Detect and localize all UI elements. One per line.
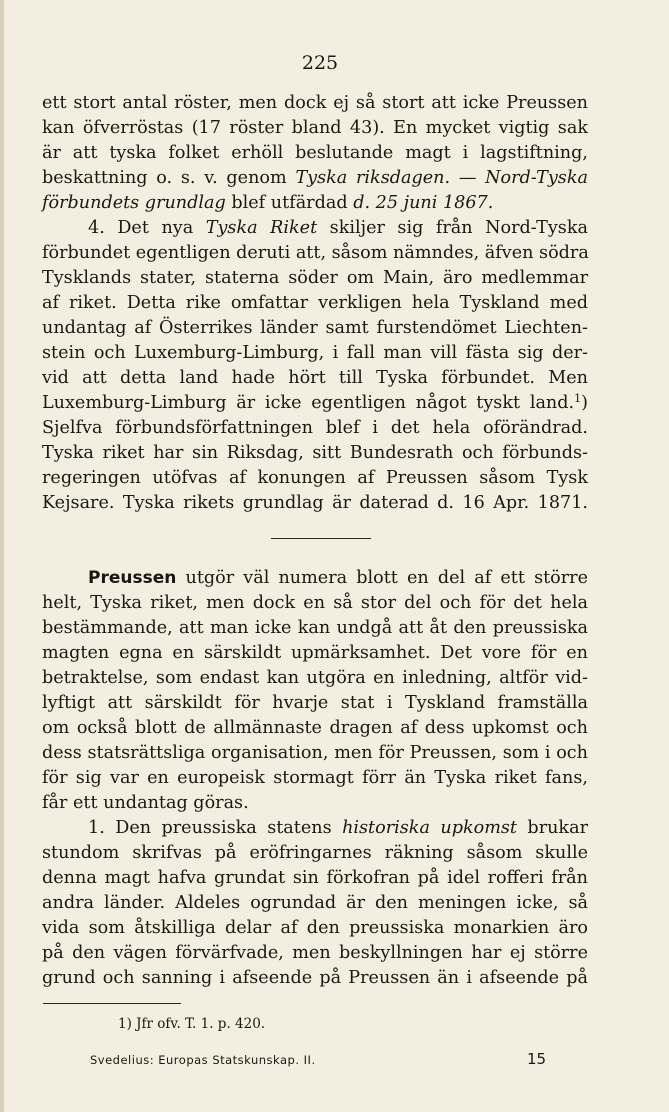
text-line	[88, 216, 588, 241]
text-line: vid att detta land hade hört till Tyska förbundet. Men	[42, 368, 588, 388]
text-run: 4. Det nya	[88, 218, 206, 238]
emphasis: Tyska riksdagen. — Nord-Tyska	[295, 168, 588, 188]
text-line: grund och sanning i afseende på Preussen än i afseende på	[42, 968, 588, 988]
text-line	[88, 566, 588, 591]
text-line: får ett undantag göras.	[42, 793, 249, 813]
footnote-rule	[43, 1003, 181, 1004]
signature-number: 15	[527, 1050, 547, 1068]
footnote-marker: 1	[574, 392, 582, 405]
text-line: om också blott de allmännaste dragen af dess upkomst och	[42, 718, 588, 738]
text-run: )	[581, 393, 588, 413]
text-line	[42, 166, 588, 191]
page-edge	[0, 0, 4, 1112]
text-line: undantag af Österrikes länder samt furstendömet Liechten-	[42, 318, 588, 338]
text-line: stein och Luxemburg-Limburg, i fall man vill fästa sig der-	[42, 343, 588, 363]
text-line: magten egna en särskildt upmärksamhet. Det vore för en	[42, 643, 588, 663]
text-run: blef utfärdad	[225, 193, 354, 213]
text-line: Tyska riket har sin Riksdag, sitt Bundesrath och förbunds-	[42, 443, 588, 463]
text-run: skiljer sig från Nord-Tyska	[317, 218, 588, 238]
text-line: för sig var en europeisk stormagt förr än Tyska riket fans,	[42, 768, 588, 788]
text-line: är att tyska folket erhöll beslutande magt i lagstiftning,	[42, 143, 588, 163]
text-line: förbundet egentligen deruti att, såsom nämndes, äfven södra	[42, 243, 589, 263]
text-line: regeringen utöfvas af konungen af Preussen såsom Tysk	[42, 468, 588, 488]
text-run: utgör väl numera blott en del af ett större	[176, 568, 588, 588]
text-line: helt, Tyska riket, men dock en så stor del och för det hela	[42, 593, 588, 613]
text-line: denna magt hafva grundat sin förkofran på idel rofferi från	[42, 868, 588, 888]
section-divider	[271, 538, 371, 539]
text-line	[88, 816, 588, 841]
text-line: andra länder. Aldeles ogrundad är den meningen icke, så	[42, 893, 588, 913]
footnote: 1) Jfr ofv. T. 1. p. 420.	[118, 1016, 266, 1032]
text-line: Kejsare. Tyska rikets grundlag är daterad d. 16 Apr. 1871.	[42, 493, 588, 513]
text-line: stundom skrifvas på eröfringarnes räkning såsom skulle	[42, 843, 588, 863]
section-heading: Preussen	[88, 568, 177, 588]
printer-signature: Svedelius: Europas Statskunskap. II.	[90, 1053, 316, 1067]
text-line: kan öfverröstas (17 röster bland 43). En mycket vigtig sak	[42, 118, 588, 138]
text-line: af riket. Detta rike omfattar verkligen hela Tyskland med	[42, 293, 588, 313]
text-line: ett stort antal röster, men dock ej så stort att icke Preussen	[42, 93, 588, 113]
text-line: vida som åtskilliga delar af den preussiska monarkien äro	[42, 918, 588, 938]
text-run: brukar	[517, 818, 588, 838]
text-run: beskattning o. s. v. genom	[42, 168, 296, 188]
text-line	[42, 391, 588, 416]
text-line: Sjelfva förbundsförfattningen blef i det hela oförändrad.	[42, 418, 588, 438]
text-line: lyftigt att särskildt för hvarje stat i Tyskland framställa	[42, 693, 588, 713]
text-line: dess statsrättsliga organisation, men för Preussen, som i och	[42, 743, 588, 763]
text-line: betraktelse, som endast kan utgöra en inledning, altför vid-	[42, 668, 588, 688]
text-run: 1. Den preussiska statens	[88, 818, 343, 838]
emphasis: förbundets grundlag	[42, 193, 226, 213]
text-line: på den vägen förvärfvade, men beskyllningen har ej större	[42, 943, 588, 963]
text-line: Tysklands stater, staterna söder om Main, äro medlemmar	[42, 268, 588, 288]
emphasis: historiska upkomst	[342, 818, 517, 838]
text-line	[42, 191, 588, 216]
text-line: bestämmande, att man icke kan undgå att åt den preussiska	[42, 618, 588, 638]
emphasis: Tyska Riket	[205, 218, 318, 238]
page-number: 225	[301, 52, 339, 74]
emphasis: d. 25 juni 1867.	[353, 193, 494, 213]
text-run: Luxemburg-Limburg är icke egentligen något tyskt land.	[42, 393, 575, 413]
